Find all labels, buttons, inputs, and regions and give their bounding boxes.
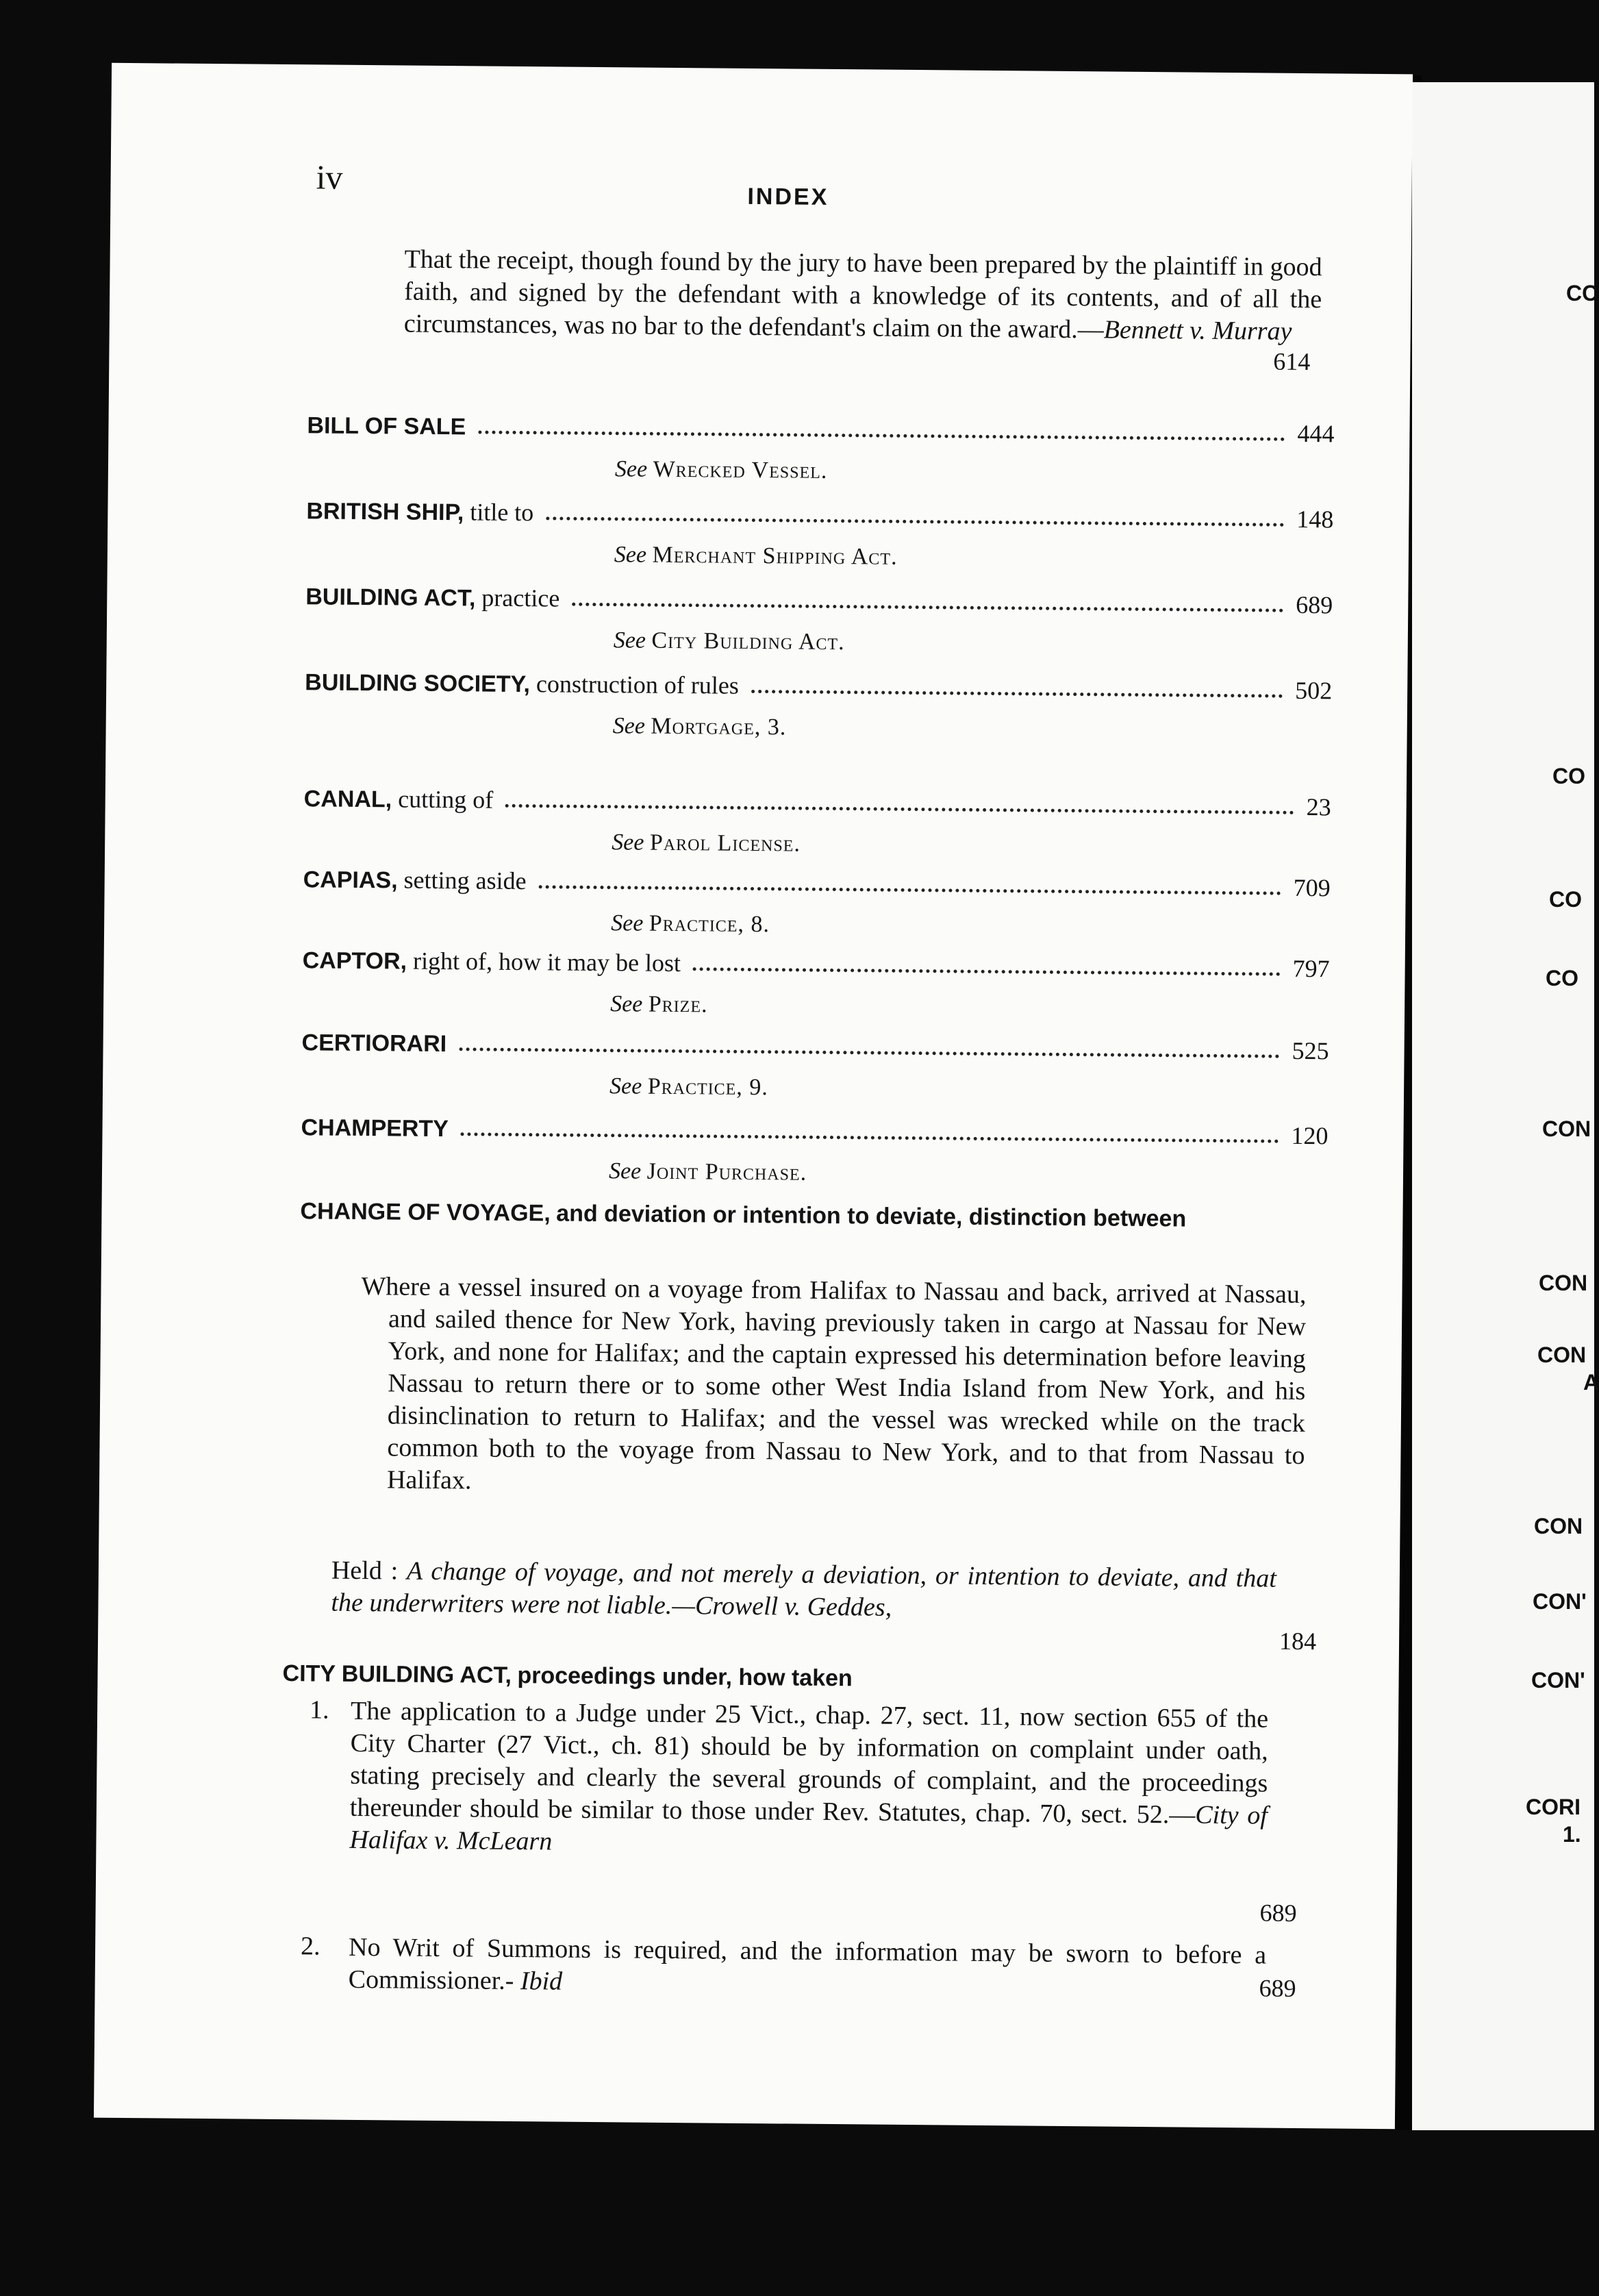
item-number: 1. [309,1695,329,1725]
item-text [349,1695,1268,1864]
entry-head: CERTIORARI [301,1030,447,1058]
entry-subhead: cutting of [398,785,494,814]
entry-subhead: construction of rules [536,670,740,699]
facing-fragment: CON' [1533,1589,1587,1614]
entry-subhead: practice [481,584,560,612]
entry-head: CHAMPERTY [301,1114,449,1143]
facing-fragment: CON [1534,1514,1583,1538]
facing-fragment: CO [1549,887,1582,912]
entry-head: BRITISH SHIP, [306,498,464,526]
facing-fragment: CON [1539,1271,1588,1295]
item-body: The application to a Judge under 25 Vict., chap. 27, sect. 11, now section 655 of the City Charter (27 Vict., ch. 81) should be by information on complaint under oath, stating precisely and clearly the several grounds of complaint, and the proceedings thereunder should be similar to those under Rev. Statutes, chap. 70, sect. 52.— [349,1696,1269,1830]
item-page: 689 [1259,1899,1297,1927]
facing-fragment: CORI [1526,1795,1581,1819]
entry-body: Where a vessel insured on a voyage from Halifax to Nassau and back, arrived at Nassau, and sailed thence for New York, having previously taken in cargo at Nassau for New York, and none for Halifax; and the captain expressed his determination before leaving Nassau to return there or to some other West India Island from New York, and his disinclination to return to Halifax; and the vessel was wrecked while on the track common both to the voyage from Nassau to New York, and to that from Nassau to Halifax. [361,1272,1307,1495]
see-label: See [614,456,648,482]
see-label: See [608,1158,642,1184]
item-text [349,1932,1267,2004]
entry-head: CITY BUILDING ACT, [282,1660,512,1688]
see-reference: Practice, 8. [649,910,770,938]
see-reference: Joint Purchase. [646,1158,807,1186]
see-label: See [613,627,646,653]
facing-fragment: CON [1537,1343,1587,1367]
entry-page: 502 [1295,676,1333,705]
held-text: A change of voyage, and not merely a deviation, or intention to deviate, and that the underwriters were not liable.— [331,1556,1277,1621]
item-case: City of Halifax v. McLearn [349,1800,1268,1856]
entry-page: 120 [1291,1121,1329,1150]
see-reference: City Building Act. [651,627,845,656]
intro-page: 614 [1273,347,1311,376]
facing-fragment: CO [1546,966,1578,990]
entry-subhead: setting aside [403,866,527,895]
held-paragraph [331,1555,1276,1627]
entry-subhead: right of, how it may be lost [412,947,681,977]
entry-head: CHANGE OF VOYAGE, [300,1198,551,1227]
entry-head: BUILDING ACT, [305,584,476,612]
entry-subhead: proceedings under, how taken [517,1662,853,1692]
entry-head: BUILDING SOCIETY, [305,669,531,698]
held-label: Held : [331,1556,399,1586]
entry-page: 184 [1279,1627,1317,1656]
facing-fragment: CO [1552,764,1585,788]
see-reference: Practice, 9. [647,1073,769,1101]
see-label: See [614,542,647,568]
entry-page: 797 [1292,954,1330,983]
intro-text: That the receipt, though found by the jury to have been prepared by the plaintiff in good faith, and signed by the defendant with a knowledge of its contents, and of all the circumstances, was no bar to the defendant's claim on the award.— [403,245,1322,345]
see-label: See [612,829,644,856]
entry-head: BILL OF SALE [307,412,466,440]
intro-paragraph [404,244,1322,349]
entry-page: 148 [1296,505,1334,534]
page-number: iv [316,158,343,197]
intro-case: Bennett v. Murray [1103,315,1292,346]
facing-fragment: A [1583,1370,1599,1395]
facing-fragment: CC [1566,281,1598,305]
see-reference: Prize. [648,991,708,1018]
entry-head: CANAL, [303,786,392,813]
page-header: INDEX [747,183,829,210]
index-page [94,63,1413,2129]
see-label: See [611,910,644,936]
entry-head: CAPTOR, [302,947,407,975]
facing-page [1412,82,1599,2130]
entry-subhead: title to [470,498,534,527]
see-label: See [609,1073,642,1099]
entry-page: 709 [1293,873,1331,902]
held-case: Crowell v. Geddes, [694,1591,892,1622]
entry-page: 444 [1297,419,1335,448]
item-body: No Writ of Summons is required, and the information may be sworn to before a Commissioner.- [348,1932,1267,1995]
item-case: Ibid [520,1967,563,1996]
entry-page: 23 [1306,793,1331,821]
see-reference: Merchant Shipping Act. [652,542,898,570]
entry-page: 525 [1292,1036,1329,1065]
entry-page: 689 [1296,590,1333,619]
see-reference: Parol License. [649,829,801,857]
facing-fragment: CON' [1531,1668,1585,1693]
facing-fragment: 1. [1563,1822,1581,1847]
entry-subhead: and deviation or intention to deviate, distinction between [556,1200,1187,1232]
item-page: 689 [1259,1974,1296,2002]
see-reference: Mortgage, 3. [651,713,787,740]
see-reference: Wrecked Vessel. [653,456,828,484]
see-label: See [612,713,646,739]
see-label: See [610,991,643,1017]
item-number: 2. [300,1932,320,1961]
entry-head: CAPIAS, [303,866,398,894]
facing-fragment: CON [1542,1116,1591,1141]
